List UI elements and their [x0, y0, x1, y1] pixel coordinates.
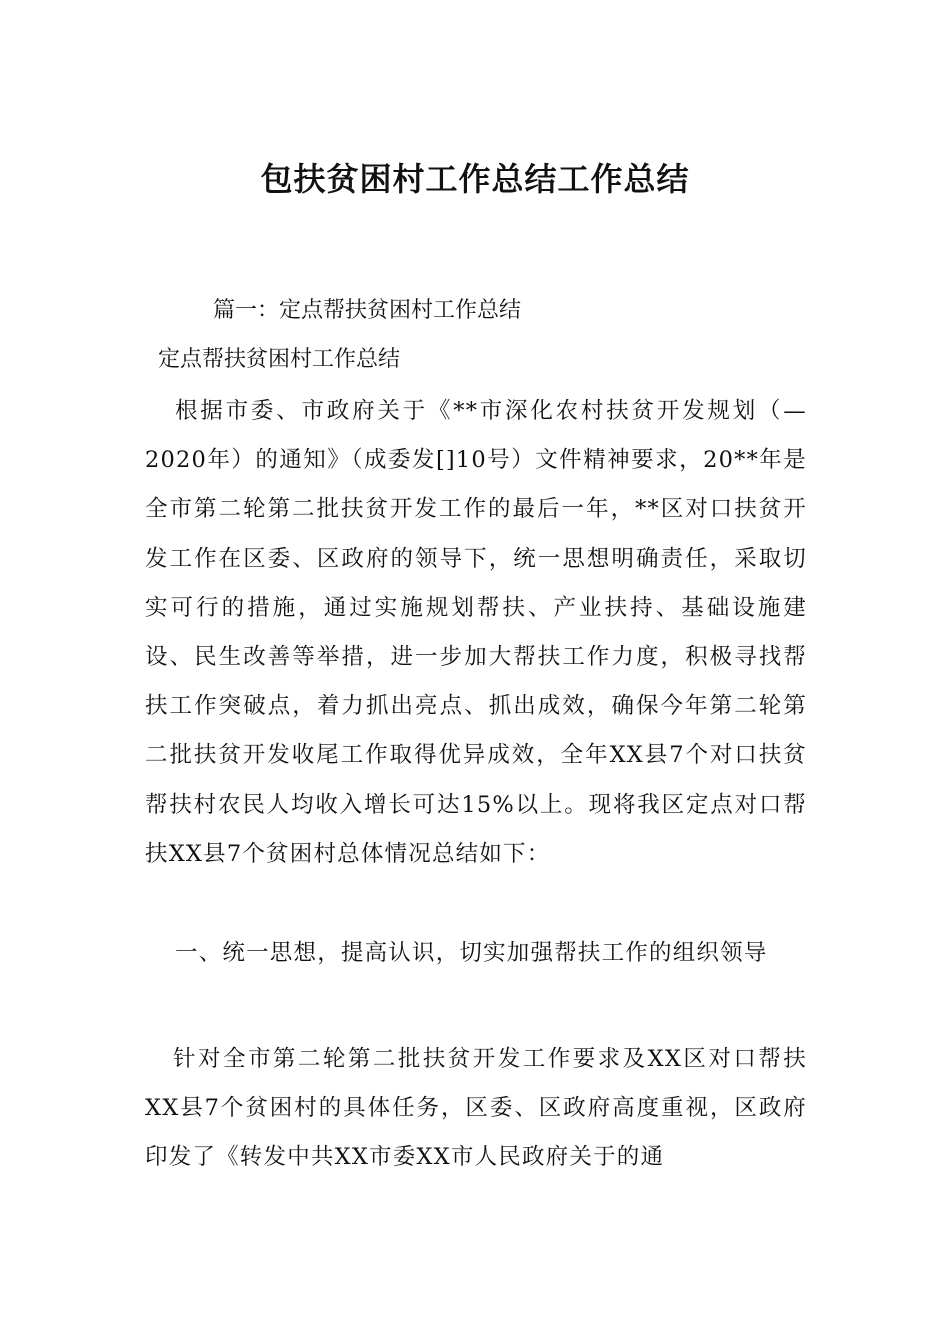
document-title: 包扶贫困村工作总结工作总结	[260, 160, 690, 198]
article-subheading: 篇一：定点帮扶贫困村工作总结	[213, 298, 522, 323]
article-subheading-repeat: 定点帮扶贫困村工作总结	[158, 347, 401, 372]
section-heading-1: 一、统一思想，提高认识，切实加强帮扶工作的组织领导	[175, 940, 768, 966]
paragraph-section-1: 针对全市第二轮第二批扶贫开发工作要求及XX区对口帮扶XX县7个贫困村的具体任务，区委、区政府高度重视，区政府印发了《转发中共XX市委XX市人民政府关于的通	[145, 1046, 807, 1171]
paragraph-intro: 根据市委、市政府关于《**市深化农村扶贫开发规划（—2020年）的通知》（成委发[]10号）文件精神要求，20**年是全市第二轮第二批扶贫开发工作的最后一年，**区对口扶贫开发工作在区委、区政府的领导下，统一思想明确责任，采取切实可行的措施，通过实施规划帮扶、产业扶持、基础设施建设、民生改善等举措，进一步加大帮扶工作力度，积极寻找帮扶工作突破点，着力抓出亮点、抓出成效，确保今年第二轮第二批扶贫开发收尾工作取得优异成效，全年XX县7个对口扶贫帮扶村农民人均收入增长可达15%以上。现将我区定点对口帮扶XX县7个贫困村总体情况总结如下：	[145, 398, 807, 867]
